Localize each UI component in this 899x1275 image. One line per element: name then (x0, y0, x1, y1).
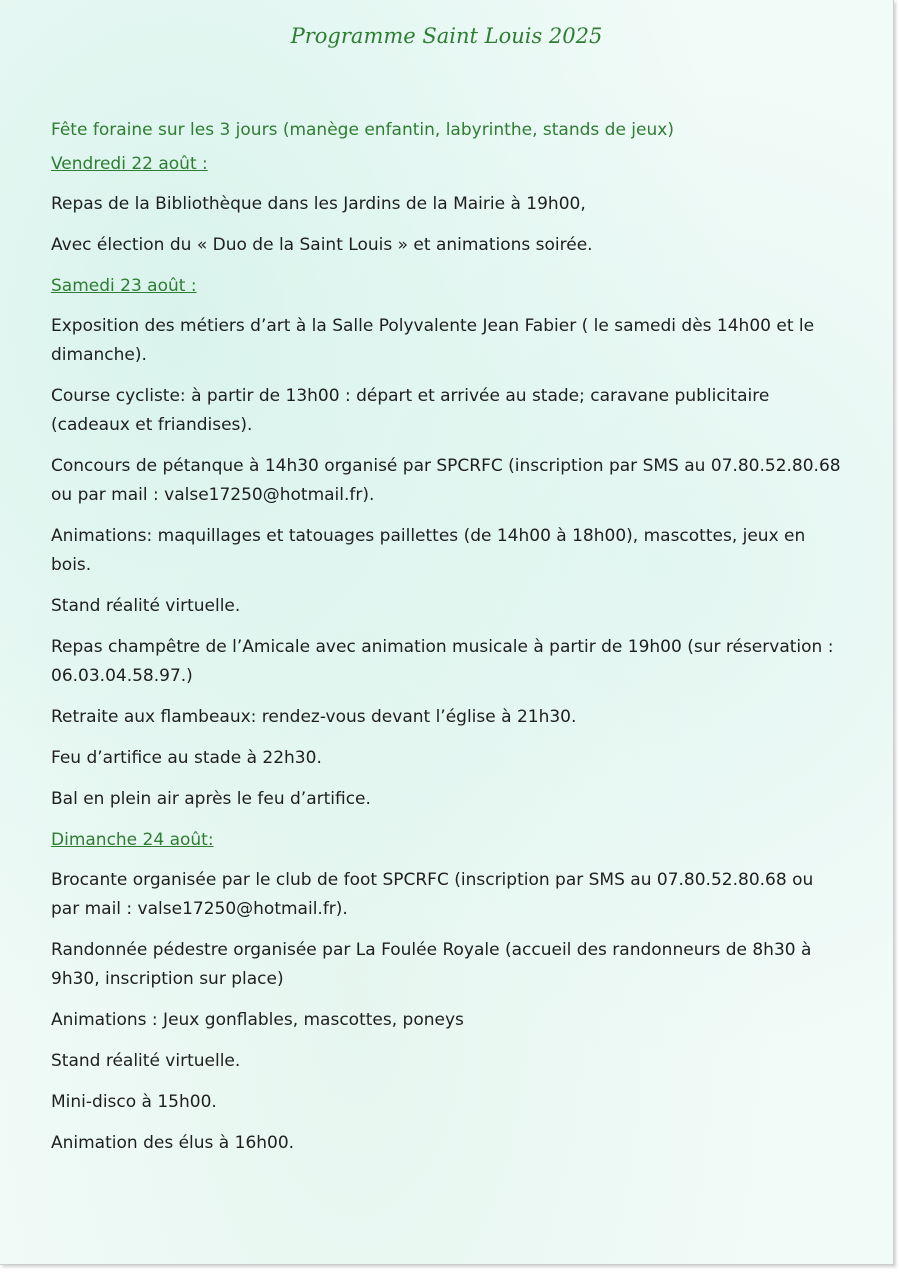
program-item: Repas de la Bibliothèque dans les Jardins de la Mairie à 19h00, (51, 194, 586, 214)
program-item: Exposition des métiers d’art à la Salle Polyvalente Jean Fabier ( le samedi dès 14h00 et le dimanche). (51, 316, 815, 365)
program-item: Stand réalité virtuelle. (51, 1051, 241, 1071)
day-section-saturday (51, 272, 841, 814)
page-title: Programme Saint Louis 2025 (290, 24, 603, 48)
program-item: Bal en plein air après le feu d’artifice. (51, 789, 371, 809)
day-heading-saturday: Samedi 23 août : (51, 276, 197, 296)
program-content (51, 116, 841, 1170)
program-item: Mini-disco à 15h00. (51, 1092, 217, 1112)
program-item: Animations: maquillages et tatouages paillettes (de 14h00 à 18h00), mascottes, jeux en bois. (51, 526, 806, 575)
day-section-friday (51, 150, 841, 260)
program-item: Course cycliste: à partir de 13h00 : départ et arrivée au stade; caravane publicitaire (cadeaux et friandises). (51, 386, 770, 435)
day-heading-sunday: Dimanche 24 août: (51, 830, 214, 850)
day-heading-friday: Vendredi 22 août : (51, 154, 208, 174)
program-item: Stand réalité virtuelle. (51, 596, 241, 616)
program-item: Feu d’artifice au stade à 22h30. (51, 748, 322, 768)
program-item: Retraite aux flambeaux: rendez-vous devant l’église à 21h30. (51, 707, 577, 727)
program-item: Randonnée pédestre organisée par La Foulée Royale (accueil des randonneurs de 8h30 à 9h30, inscription sur place) (51, 940, 812, 989)
program-item: Concours de pétanque à 14h30 organisé par SPCRFC (inscription par SMS au 07.80.52.80.68 ou par mail : valse17250@hotmail.fr). (51, 456, 841, 505)
program-item: Repas champêtre de l’Amicale avec animation musicale à partir de 19h00 (sur réservation : 06.03.04.58.97.) (51, 637, 834, 686)
program-item: Avec élection du « Duo de la Saint Louis » et animations soirée. (51, 235, 593, 255)
program-item: Animations : Jeux gonflables, mascottes, poneys (51, 1010, 464, 1030)
program-item: Brocante organisée par le club de foot SPCRFC (inscription par SMS au 07.80.52.80.68 ou par mail : valse17250@hotmail.fr). (51, 870, 814, 919)
program-item: Animation des élus à 16h00. (51, 1133, 295, 1153)
intro-text: Fête foraine sur les 3 jours (manège enfantin, labyrinthe, stands de jeux) (51, 120, 674, 140)
day-section-sunday (51, 826, 841, 1158)
